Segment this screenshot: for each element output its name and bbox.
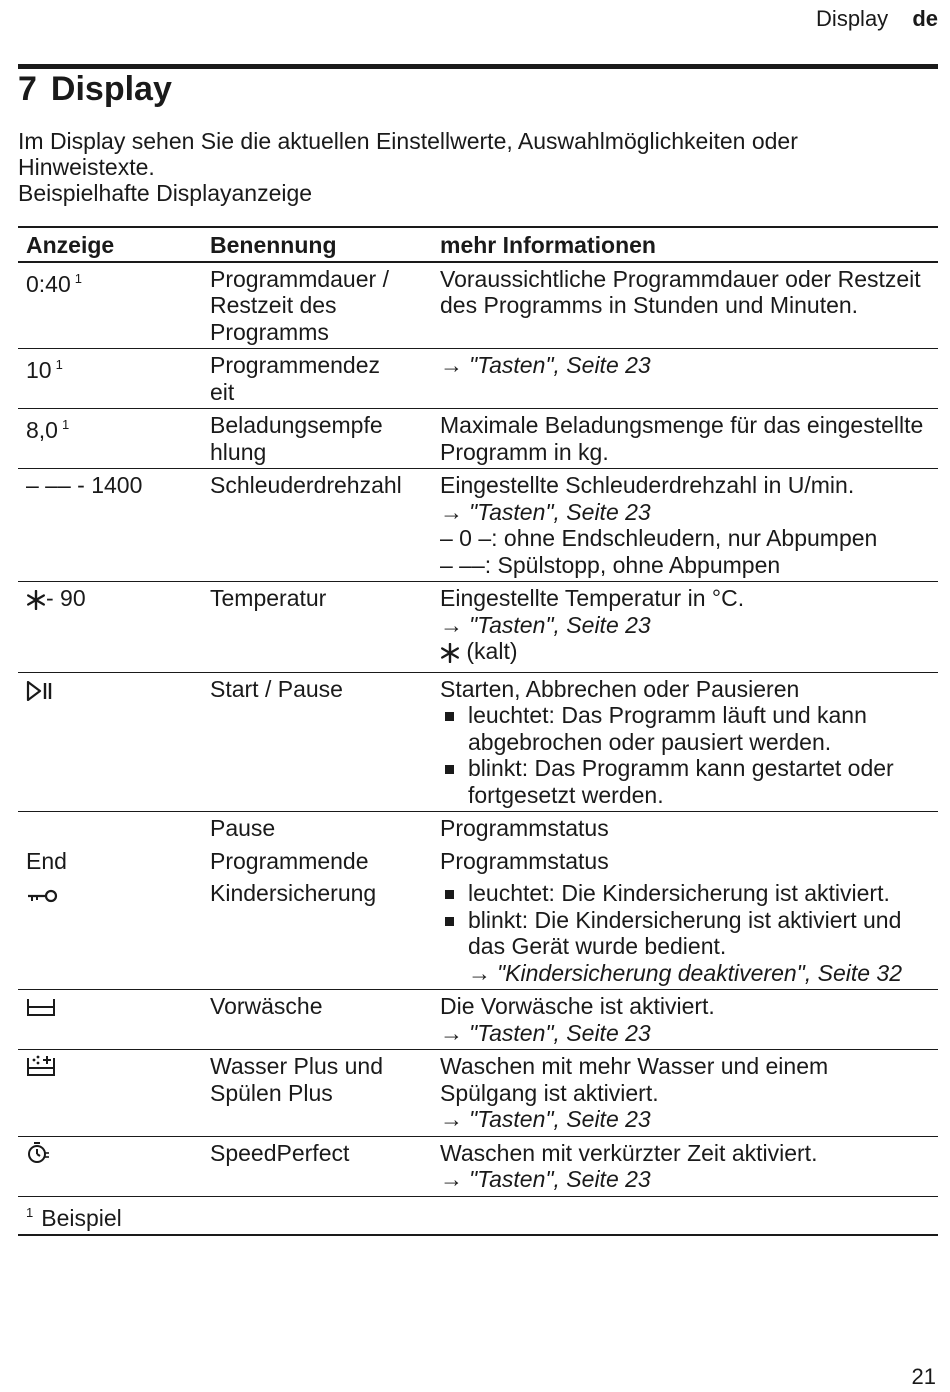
intro-text	[18, 128, 928, 206]
display-table	[18, 226, 938, 1236]
child-lock-key-icon	[26, 884, 58, 911]
table-row	[18, 1050, 938, 1137]
column-header-info: mehr Informationen	[432, 227, 938, 262]
prewash-tub-icon	[26, 996, 56, 1024]
name-cell: Temperatur	[202, 582, 432, 673]
table-header-row	[18, 227, 938, 262]
name-cell: Beladungsempfehlung	[202, 409, 432, 469]
info-cell: Programmstatus	[440, 847, 609, 874]
info-cell	[432, 877, 938, 990]
info-cell	[432, 349, 938, 409]
chapter-heading	[18, 70, 172, 109]
arrow-right-icon: →	[468, 959, 491, 986]
name-cell: Programmende	[210, 847, 369, 874]
info-line: – ––: Spülstopp, ohne Abpumpen	[440, 551, 781, 578]
list-item: leuchtet: Die Kindersicherung ist aktiviert.	[440, 880, 930, 907]
display-cell	[18, 877, 202, 990]
display-cell	[18, 349, 202, 409]
arrow-right-icon: →	[440, 1019, 463, 1046]
table-row	[18, 1136, 938, 1196]
arrow-right-icon: →	[440, 352, 463, 378]
footnote-text: Beispiel	[41, 1204, 122, 1231]
table-row	[18, 262, 938, 349]
info-cell: Programmstatus	[432, 812, 938, 845]
name-cell: Programmdauer / Restzeit des Programms	[202, 262, 432, 349]
speedperfect-clock-icon	[26, 1141, 50, 1171]
footnote-mark: 1	[74, 270, 82, 286]
info-cell: Maximale Beladungsmenge für das eingestellte Programm in kg.	[432, 409, 938, 469]
table-row	[18, 812, 938, 845]
chapter-title: Display	[50, 70, 172, 108]
arrow-right-icon: →	[440, 1106, 463, 1132]
footnote-cell	[18, 1196, 938, 1235]
name-cell: Programmendezeit	[202, 349, 432, 409]
table-row	[18, 990, 938, 1050]
name-cell: Vorwäsche	[202, 990, 432, 1050]
display-cell	[18, 812, 202, 845]
table-row	[18, 877, 938, 990]
page-reference-link[interactable]: → "Tasten", Seite 23	[440, 1166, 651, 1192]
name-cell: Wasser Plus und Spülen Plus	[202, 1050, 432, 1137]
bullet-list	[440, 880, 930, 986]
info-cell	[432, 990, 938, 1050]
info-line: Starten, Abbrechen oder Pausieren	[440, 675, 800, 702]
info-cell	[432, 1136, 938, 1196]
display-cell	[18, 672, 202, 812]
name-cell: Schleuderdrehzahl	[202, 469, 432, 582]
page-reference-link[interactable]: → "Tasten", Seite 23	[440, 1106, 651, 1132]
display-value: 8,0	[26, 417, 58, 443]
arrow-right-icon: →	[440, 1166, 463, 1192]
info-cell	[432, 672, 938, 812]
header-section-title: Display	[816, 6, 889, 31]
name-cell: SpeedPerfect	[202, 1136, 432, 1196]
info-line: Eingestellte Temperatur in °C.	[440, 585, 745, 611]
chapter-number: 7	[18, 70, 37, 108]
table-row	[18, 845, 938, 878]
page-reference-link[interactable]: → "Tasten", Seite 23	[440, 352, 651, 378]
display-value: - 90	[46, 585, 86, 611]
page-reference-link[interactable]: → "Kindersicherung deaktiveren", Seite 32	[468, 959, 903, 986]
info-cell: Voraussichtliche Programmdauer oder Restzeit des Programms in Stunden und Minuten.	[432, 262, 938, 349]
water-plus-tub-icon	[26, 1054, 58, 1084]
arrow-right-icon: →	[440, 611, 463, 638]
page-reference-link[interactable]: → "Tasten", Seite 23	[440, 498, 651, 525]
info-cell	[432, 469, 938, 582]
info-line: Waschen mit verkürzter Zeit aktiviert.	[440, 1139, 818, 1166]
info-line: Waschen mit mehr Wasser und einem Spülgang ist aktiviert.	[440, 1053, 829, 1106]
list-item: blinkt: Das Programm kann gestartet oder fortgesetzt werden.	[440, 755, 930, 808]
name-cell: Pause	[202, 812, 432, 845]
column-header-anzeige: Anzeige	[18, 227, 202, 262]
header-language-code: de	[912, 6, 938, 31]
intro-caption: Beispielhafte Displayanzeige	[18, 180, 313, 206]
display-cell	[18, 409, 202, 469]
display-cell	[18, 582, 202, 673]
footnote-mark: 1	[26, 1204, 34, 1220]
display-cell: End	[26, 847, 67, 874]
chapter-rule	[18, 64, 938, 69]
display-value: 10	[26, 357, 52, 383]
footnote-row	[18, 1196, 938, 1235]
page-reference-link[interactable]: → "Tasten", Seite 23	[440, 611, 651, 638]
table-row	[18, 349, 938, 409]
arrow-right-icon: →	[440, 498, 463, 525]
footnote-mark: 1	[55, 357, 63, 372]
list-item: leuchtet: Das Programm läuft und kann abgebrochen oder pausiert werden.	[440, 702, 930, 755]
display-cell: – –– - 1400	[18, 469, 202, 582]
table-row	[18, 672, 938, 812]
info-line: Eingestellte Schleuderdrehzahl in U/min.	[440, 472, 855, 498]
info-cell	[432, 582, 938, 673]
display-value: 0:40	[26, 270, 71, 297]
info-line: Die Vorwäsche ist aktiviert.	[440, 993, 715, 1019]
name-cell: Kindersicherung	[202, 877, 432, 990]
display-cell	[18, 1050, 202, 1137]
intro-paragraph: Im Display sehen Sie die aktuellen Einstellwerte, Auswahlmöglichkeiten oder Hinweistexte.	[18, 128, 798, 180]
footnote-mark: 1	[61, 417, 70, 432]
snowflake-icon	[26, 589, 46, 616]
running-header	[816, 6, 938, 32]
bullet-list	[440, 702, 930, 808]
column-header-benennung: Benennung	[202, 227, 432, 262]
info-cell	[432, 1050, 938, 1137]
list-item: blinkt: Die Kindersicherung ist aktiviert und das Gerät wurde bedient. → "Kindersicherung deaktiveren", Seite 32	[440, 907, 930, 987]
display-cell	[18, 990, 202, 1050]
page-reference-link[interactable]: → "Tasten", Seite 23	[440, 1019, 651, 1046]
table-row	[18, 582, 938, 673]
display-cell	[18, 262, 202, 349]
snowflake-icon	[440, 642, 460, 669]
page-number: 21	[911, 1364, 936, 1389]
play-pause-icon	[26, 680, 54, 707]
display-cell	[18, 1136, 202, 1196]
info-line: – 0 –: ohne Endschleudern, nur Abpumpen	[440, 525, 878, 551]
table-row	[18, 469, 938, 582]
info-line: (kalt)	[440, 638, 930, 669]
table-row	[18, 409, 938, 469]
name-cell: Start / Pause	[202, 672, 432, 812]
